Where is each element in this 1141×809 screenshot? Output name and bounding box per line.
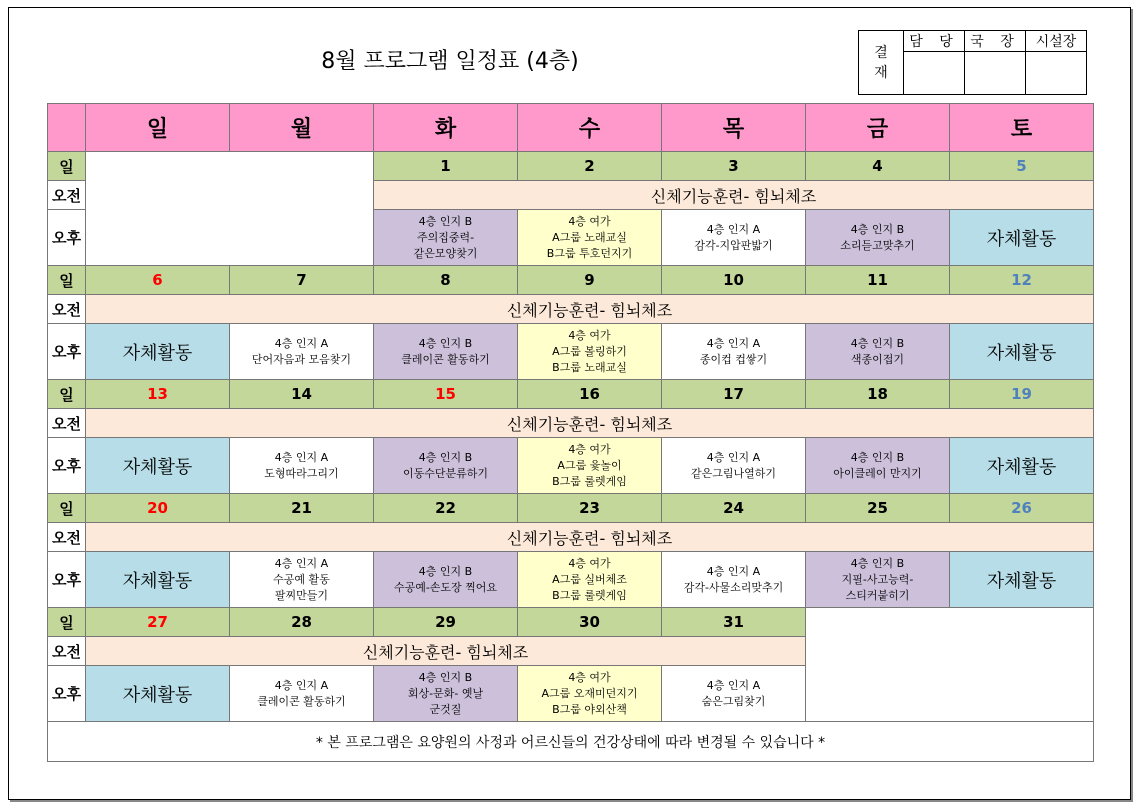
program-detail: 수공예-손도장 찍어요: [393, 580, 498, 594]
program-cell: [230, 438, 374, 494]
program-detail: A그룹 오재미던지기: [541, 686, 638, 700]
date-cell: 30: [518, 608, 662, 637]
program-detail: B그룹 룰렛게임: [552, 588, 627, 602]
weekday-header: 월: [230, 104, 374, 152]
program-cell: [374, 666, 518, 722]
date-cell: 10: [662, 266, 806, 295]
am-activity-band: 신체기능훈련- 힘뇌체조: [86, 637, 806, 666]
approval-header-director: 국 장: [965, 31, 1026, 52]
approval-sign-director[interactable]: [965, 52, 1026, 95]
program-group: 4층 인지 B: [418, 670, 473, 684]
self-activity-cell: 자체활동: [86, 666, 230, 722]
date-cell: 31: [662, 608, 806, 637]
row-label-pm: 오후: [48, 438, 86, 494]
approval-sign-facility-head[interactable]: [1026, 52, 1087, 95]
date-cell: 18: [806, 380, 950, 409]
date-cell: 9: [518, 266, 662, 295]
program-cell: [374, 438, 518, 494]
weekday-header: 일: [86, 104, 230, 152]
date-cell: 3: [662, 152, 806, 181]
row-label-pm: 오후: [48, 666, 86, 722]
date-cell: 23: [518, 494, 662, 523]
program-group: 4층 인지 A: [706, 564, 761, 578]
row-label-day: 일: [48, 494, 86, 523]
program-detail: B그룹 룰렛게임: [552, 474, 627, 488]
program-group: 4층 인지 B: [418, 336, 473, 350]
am-activity-band: 신체기능훈련- 힘뇌체조: [86, 295, 1094, 324]
program-group: 4층 인지 A: [706, 450, 761, 464]
date-cell: 4: [806, 152, 950, 181]
row-label-day: 일: [48, 380, 86, 409]
row-label-day: 일: [48, 152, 86, 181]
program-cell: [230, 666, 374, 722]
program-cell: [518, 438, 662, 494]
program-detail: A그룹 볼링하기: [552, 344, 627, 358]
date-cell: 16: [518, 380, 662, 409]
footer-note: * 본 프로그램은 요양원의 사정과 어르신들의 건강상태에 따라 변경될 수 있습니다 *: [48, 722, 1094, 762]
program-detail: 같은모양찾기: [413, 246, 478, 260]
row-label-am: 오전: [48, 181, 86, 210]
program-detail: 클레이콘 활동하기: [257, 694, 346, 708]
program-detail: 같은그림나열하기: [690, 466, 776, 480]
date-cell: 26: [950, 494, 1094, 523]
program-cell: [374, 324, 518, 380]
program-group: 4층 인지 B: [850, 222, 905, 236]
program-group: 4층 여가: [568, 670, 611, 684]
program-detail: 감각-지압판밟기: [694, 238, 773, 252]
program-detail: 회상-문화- 옛날: [407, 686, 484, 700]
date-cell: 8: [374, 266, 518, 295]
weekday-header: 화: [374, 104, 518, 152]
approval-sign-manager[interactable]: [904, 52, 965, 95]
program-detail: 스티커붙히기: [845, 588, 910, 602]
self-activity-cell: 자체활동: [950, 438, 1094, 494]
program-cell: [806, 552, 950, 608]
program-detail: 지필-사고능력-: [841, 572, 914, 586]
program-group: 4층 인지 B: [418, 214, 473, 228]
program-detail: 군것질: [429, 702, 462, 716]
date-cell: 6: [86, 266, 230, 295]
approval-label-line1: 결: [874, 44, 888, 61]
program-cell: [806, 210, 950, 266]
program-group: 4층 인지 B: [850, 556, 905, 570]
program-group: 4층 인지 B: [850, 450, 905, 464]
program-detail: 아이클레이 만지기: [833, 466, 922, 480]
program-group: 4층 인지 B: [418, 564, 473, 578]
program-group: 4층 인지 A: [706, 336, 761, 350]
program-detail: 색종이접기: [850, 352, 905, 366]
row-label-day: 일: [48, 266, 86, 295]
approval-label-line2: 재: [874, 64, 888, 81]
program-cell: [374, 210, 518, 266]
program-group: 4층 여가: [568, 328, 611, 342]
program-group: 4층 인지 A: [706, 678, 761, 692]
program-detail: A그룹 노래교실: [552, 230, 627, 244]
program-detail: 단어자음과 모음찾기: [251, 352, 352, 366]
row-label-am: 오전: [48, 637, 86, 666]
program-cell: [662, 438, 806, 494]
am-activity-band: 신체기능훈련- 힘뇌체조: [86, 523, 1094, 552]
program-cell: [662, 324, 806, 380]
program-cell: [518, 324, 662, 380]
program-cell: [662, 210, 806, 266]
program-detail: B그룹 야외산책: [552, 702, 627, 716]
date-cell: 27: [86, 608, 230, 637]
empty-cell: [86, 152, 374, 266]
self-activity-cell: 자체활동: [86, 552, 230, 608]
weekday-header: 금: [806, 104, 950, 152]
program-group: 4층 인지 A: [274, 556, 329, 570]
program-group: 4층 여가: [568, 556, 611, 570]
date-cell: 29: [374, 608, 518, 637]
date-cell: 14: [230, 380, 374, 409]
approval-box: [858, 30, 1087, 95]
program-group: 4층 인지 A: [706, 222, 761, 236]
program-cell: [806, 438, 950, 494]
self-activity-cell: 자체활동: [950, 210, 1094, 266]
date-cell: 15: [374, 380, 518, 409]
program-group: 4층 여가: [568, 214, 611, 228]
program-detail: A그룹 실버체조: [552, 572, 627, 586]
program-detail: 수공예 활동: [273, 572, 330, 586]
date-cell: 1: [374, 152, 518, 181]
program-cell: [518, 666, 662, 722]
row-label-pm: 오후: [48, 552, 86, 608]
weekday-header: 수: [518, 104, 662, 152]
program-detail: 감각-사물소리맞추기: [683, 580, 784, 594]
date-cell: 12: [950, 266, 1094, 295]
program-cell: [806, 324, 950, 380]
program-detail: B그룹 노래교실: [552, 360, 627, 374]
program-cell: [662, 666, 806, 722]
am-activity-band: 신체기능훈련- 힘뇌체조: [86, 409, 1094, 438]
date-cell: 7: [230, 266, 374, 295]
self-activity-cell: 자체활동: [950, 552, 1094, 608]
date-cell: 11: [806, 266, 950, 295]
date-cell: 24: [662, 494, 806, 523]
date-cell: 20: [86, 494, 230, 523]
self-activity-cell: 자체활동: [86, 324, 230, 380]
program-cell: [662, 552, 806, 608]
date-cell: 19: [950, 380, 1094, 409]
date-cell: 25: [806, 494, 950, 523]
program-group: 4층 여가: [568, 442, 611, 456]
date-cell: 2: [518, 152, 662, 181]
program-detail: 주의집중력-: [416, 230, 475, 244]
approval-header-facility-head: 시설장: [1026, 31, 1087, 52]
page-title: 8월 프로그램 일정표 (4층): [321, 49, 579, 74]
row-label-pm: 오후: [48, 324, 86, 380]
weekday-header: 목: [662, 104, 806, 152]
date-cell: 5: [950, 152, 1094, 181]
program-detail: 숨은그림찾기: [701, 694, 766, 708]
program-group: 4층 인지 A: [274, 678, 329, 692]
program-detail: A그룹 윷놀이: [557, 458, 622, 472]
program-cell: [518, 210, 662, 266]
program-cell: [518, 552, 662, 608]
program-group: 4층 인지 B: [850, 336, 905, 350]
date-cell: 28: [230, 608, 374, 637]
self-activity-cell: 자체활동: [86, 438, 230, 494]
date-cell: 13: [86, 380, 230, 409]
self-activity-cell: 자체활동: [950, 324, 1094, 380]
am-activity-band: 신체기능훈련- 힘뇌체조: [374, 181, 1094, 210]
program-cell: [230, 324, 374, 380]
row-label-pm: 오후: [48, 210, 86, 266]
empty-cell: [806, 608, 1094, 722]
row-label-am: 오전: [48, 295, 86, 324]
date-cell: 22: [374, 494, 518, 523]
date-cell: 17: [662, 380, 806, 409]
program-detail: 이동수단분류하기: [402, 466, 488, 480]
row-label-day: 일: [48, 608, 86, 637]
date-cell: 21: [230, 494, 374, 523]
program-cell: [230, 552, 374, 608]
row-label-am: 오전: [48, 409, 86, 438]
program-detail: 도형따라그리기: [264, 466, 339, 480]
program-detail: 클레이콘 활동하기: [401, 352, 490, 366]
row-label-am: 오전: [48, 523, 86, 552]
approval-header-manager: 담 당: [904, 31, 965, 52]
program-detail: B그룹 투호던지기: [546, 246, 633, 260]
corner-cell: [48, 104, 86, 152]
approval-label: [859, 31, 904, 95]
program-group: 4층 인지 A: [274, 450, 329, 464]
program-detail: 팔찌만들기: [274, 588, 329, 602]
program-detail: 소리듣고맞추기: [840, 238, 915, 252]
program-detail: 종이컵 컵쌓기: [699, 352, 768, 366]
program-group: 4층 인지 B: [418, 450, 473, 464]
weekday-header: 토: [950, 104, 1094, 152]
program-cell: [374, 552, 518, 608]
schedule-table: [47, 103, 1094, 762]
program-group: 4층 인지 A: [274, 336, 329, 350]
